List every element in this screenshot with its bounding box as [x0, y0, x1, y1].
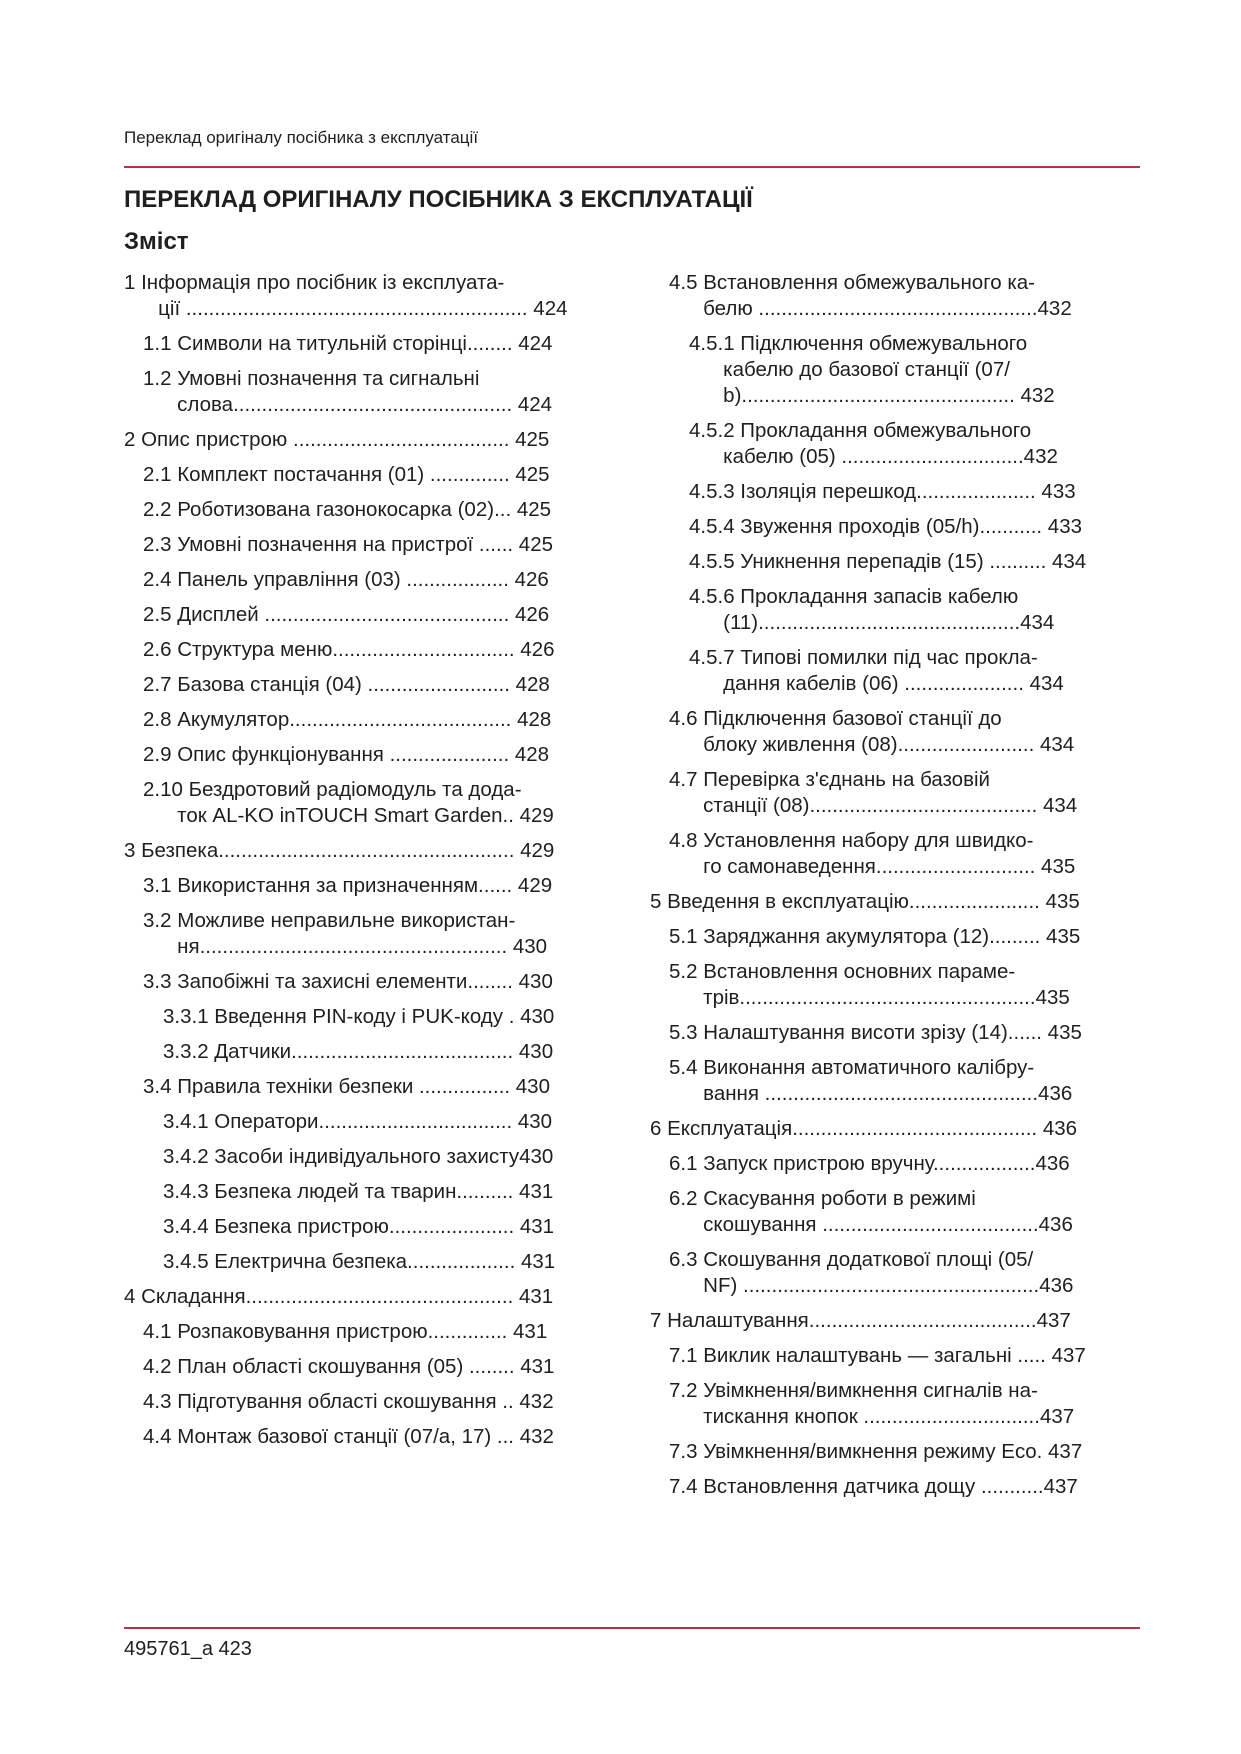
toc-entry[interactable]: 5.1 Заряджання акумулятора (12)......... 435	[669, 925, 1081, 948]
toc-entry[interactable]: 2.10 Бездротовий радіомодуль та дода- ток AL-KO inTOUCH Smart Garden.. 429	[143, 778, 554, 827]
toc-entry[interactable]: 2.8 Акумулятор....................................... 428	[143, 708, 552, 731]
toc-entry[interactable]: 6.3 Скошування додаткової площі (05/ NF) ....................................................436	[669, 1248, 1074, 1297]
toc-entry[interactable]: 7 Налаштування........................................437	[650, 1309, 1071, 1332]
toc-entry[interactable]: 4.5.2 Прокладання обмежувального кабелю (05) ................................432	[689, 419, 1058, 468]
toc-entry[interactable]: 5 Введення в експлуатацію....................... 435	[650, 890, 1080, 913]
toc-entry[interactable]: 4.5.6 Прокладання запасів кабелю (11)..............................................434	[689, 585, 1055, 634]
toc-entry[interactable]: 3.4.1 Оператори.................................. 430	[163, 1110, 553, 1133]
toc-entry[interactable]: 6.1 Запуск пристрою вручну..................436	[669, 1152, 1070, 1175]
toc-entry[interactable]: 2.1 Комплект постачання (01) .............. 425	[143, 463, 550, 486]
toc-entry[interactable]: 4.1 Розпаковування пристрою.............. 431	[143, 1320, 548, 1343]
toc-entry[interactable]: 6 Експлуатація........................................... 436	[650, 1117, 1078, 1140]
toc-entry[interactable]: 4.8 Установлення набору для швидко- го самонаведення............................ 435	[669, 829, 1076, 878]
toc-entry[interactable]: 3.2 Можливе неправильне використан- ня...................................................... 430	[143, 909, 548, 958]
toc-entry[interactable]: 4.2 План області скошування (05) ........ 431	[143, 1355, 555, 1378]
document-title: ПЕРЕКЛАД ОРИГІНАЛУ ПОСІБНИКА З ЕКСПЛУАТАЦІЇ	[124, 186, 753, 213]
toc-entry[interactable]: 2.2 Роботизована газонокосарка (02)... 425	[143, 498, 552, 521]
toc-entry[interactable]: 4.7 Перевірка з'єднань на базовій станції (08)........................................ 434	[669, 768, 1078, 817]
toc-entry[interactable]: 3.3.1 Введення PIN-коду і PUK-коду . 430	[163, 1005, 555, 1028]
toc-entry[interactable]: 7.1 Виклик налаштувань — загальні ..... 437	[669, 1344, 1086, 1367]
toc-entry[interactable]: 1.1 Символи на титульній сторінці........ 424	[143, 332, 553, 355]
toc-entry[interactable]: 4.5.3 Ізоляція перешкод..................... 433	[689, 480, 1076, 503]
running-header: Переклад оригіналу посібника з експлуатації	[124, 128, 479, 147]
toc-entry[interactable]: 4.5.1 Підключення обмежувального кабелю до базової станції (07/ b)................................................ 432	[689, 332, 1055, 407]
toc-entry[interactable]: 4.4 Монтаж базової станції (07/a, 17) ... 432	[143, 1425, 554, 1448]
toc-entry[interactable]: 3.4.5 Електрична безпека................... 431	[163, 1250, 556, 1273]
toc-heading: Зміст	[124, 228, 189, 255]
toc-entry[interactable]: 3.4.2 Засоби індивідуального захисту430	[163, 1145, 554, 1168]
toc-entry[interactable]: 3.1 Використання за призначенням...... 429	[143, 874, 553, 897]
toc-entry[interactable]: 2.3 Умовні позначення на пристрої ...... 425	[143, 533, 553, 556]
toc-entry[interactable]: 7.3 Увімкнення/вимкнення режиму Eco. 437	[669, 1440, 1083, 1463]
toc-left-column	[124, 270, 612, 1459]
toc-entry[interactable]: 2 Опис пристрою ...................................... 425	[124, 428, 550, 451]
toc-entry[interactable]: 7.2 Увімкнення/вимкнення сигналів на- тискання кнопок ...............................437	[669, 1379, 1075, 1428]
header-divider	[124, 166, 1140, 168]
page-footer: 495761_a 423	[124, 1638, 252, 1660]
toc-entry[interactable]: 4.3 Підготування області скошування .. 432	[143, 1390, 554, 1413]
toc-entry[interactable]: 1 Інформація про посібник із експлуата- ції ............................................................ 424	[124, 271, 568, 320]
toc-entry[interactable]: 1.2 Умовні позначення та сигнальні слова................................................. 424	[143, 367, 553, 416]
toc-entry[interactable]: 5.4 Виконання автоматичного калібру- вання ................................................436	[669, 1056, 1073, 1105]
toc-entry[interactable]: 3 Безпека.................................................... 429	[124, 839, 555, 862]
toc-entry[interactable]: 5.2 Встановлення основних параме- трів....................................................435	[669, 960, 1070, 1009]
toc-entry[interactable]: 3.4 Правила техніки безпеки ................ 430	[143, 1075, 550, 1098]
toc-entry[interactable]: 2.7 Базова станція (04) ......................... 428	[143, 673, 550, 696]
toc-entry[interactable]: 3.4.4 Безпека пристрою...................... 431	[163, 1215, 555, 1238]
toc-entry[interactable]: 5.3 Налаштування висоти зрізу (14)...... 435	[669, 1021, 1082, 1044]
toc-entry[interactable]: 7.4 Встановлення датчика дощу ...........437	[669, 1475, 1078, 1498]
toc-entry[interactable]: 3.3 Запобіжні та захисні елементи........ 430	[143, 970, 553, 993]
toc-entry[interactable]: 3.3.2 Датчики....................................... 430	[163, 1040, 554, 1063]
footer-divider	[124, 1627, 1140, 1629]
toc-entry[interactable]: 2.9 Опис функціонування ..................... 428	[143, 743, 550, 766]
toc-entry[interactable]: 2.4 Панель управління (03) .................. 426	[143, 568, 549, 591]
toc-entry[interactable]: 2.6 Структура меню................................ 426	[143, 638, 555, 661]
toc-entry[interactable]: 2.5 Дисплей ........................................... 426	[143, 603, 550, 626]
toc-entry[interactable]: 4.5.7 Типові помилки під час прокла- дання кабелів (06) ..................... 434	[689, 646, 1064, 695]
toc-entry[interactable]: 6.2 Скасування роботи в режимі скошування ......................................436	[669, 1187, 1073, 1236]
toc-entry[interactable]: 3.4.3 Безпека людей та тварин.......... 431	[163, 1180, 554, 1203]
toc-right-column	[650, 270, 1142, 1509]
toc-entry[interactable]: 4.6 Підключення базової станції до блоку живлення (08)........................ 434	[669, 707, 1075, 756]
toc-entry[interactable]: 4.5 Встановлення обмежувального ка- белю .................................................432	[669, 271, 1072, 320]
toc-entry[interactable]: 4.5.5 Уникнення перепадів (15) .......... 434	[689, 550, 1087, 573]
toc-entry[interactable]: 4 Складання............................................... 431	[124, 1285, 554, 1308]
toc-entry[interactable]: 4.5.4 Звуження проходів (05/h)........... 433	[689, 515, 1082, 538]
